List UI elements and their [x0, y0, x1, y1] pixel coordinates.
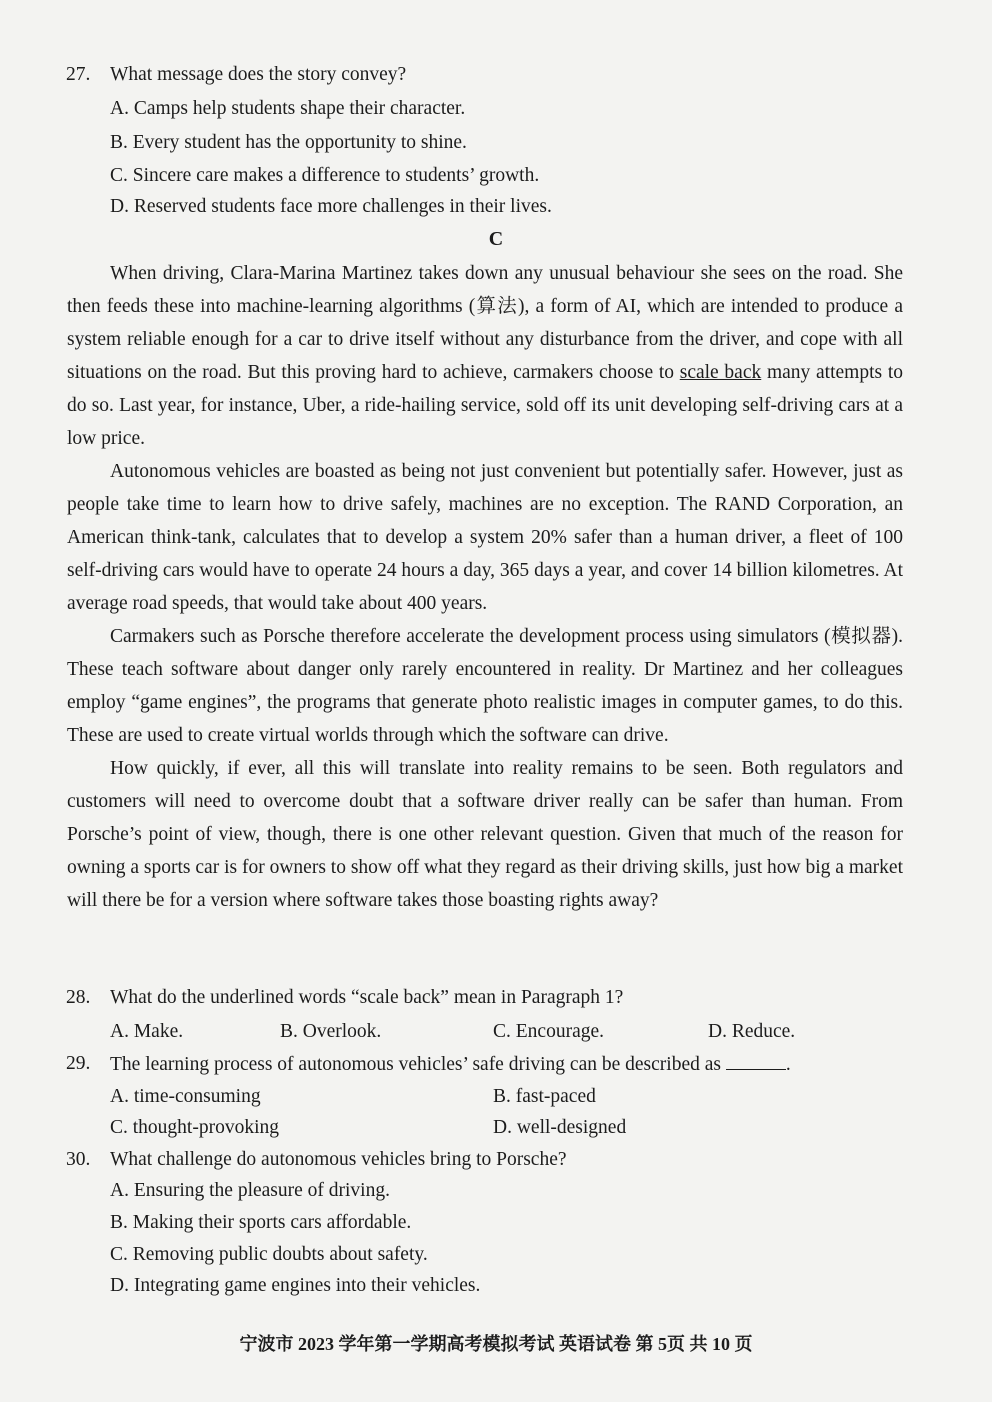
paragraph-1	[67, 257, 903, 455]
question-28	[0, 985, 992, 1011]
paragraph-4: How quickly, if ever, all this will translate into reality remains to be seen. Both regulators and customers will need to overcome doubt that a software driver really can be safer than human. From Porsche’s point of view, though, there is one other relevant question. Given that much of the reason for owning a sports car is for owners to show off what they regard as their driving skills, just how big a market will there be for a version where software takes those boasting rights away?	[67, 758, 903, 911]
question-text: What challenge do autonomous vehicles bring to Porsche?	[110, 1149, 567, 1170]
question-number: 28.	[66, 987, 91, 1008]
paragraph-3: Carmakers such as Porsche therefore accelerate the development process using simulators (模拟器). These teach software about danger only rarely encountered in reality. Dr Martinez and her colleagues employ “game engines”, the programs that generate photo realistic images in computer games, to do this. These are used to create virtual worlds through which the software can drive.	[67, 626, 903, 746]
question-number: 27.	[66, 64, 91, 85]
option-c: C. Sincere care makes a difference to students’ growth.	[110, 165, 540, 186]
question-text	[110, 1051, 791, 1078]
section-heading: C	[488, 228, 504, 250]
option-b: B. Making their sports cars affordable.	[110, 1212, 412, 1233]
option-d: D. well-designed	[493, 1117, 627, 1138]
underlined-phrase: scale back	[679, 362, 762, 383]
option-b: B. Overlook.	[280, 1021, 382, 1042]
reading-passage	[67, 257, 903, 917]
option-a: A. Ensuring the pleasure of driving.	[110, 1180, 390, 1201]
question-29	[0, 1051, 992, 1077]
question-29-stem: The learning process of autonomous vehicles’ safe driving can be described as	[110, 1054, 721, 1075]
option-a: A. time-consuming	[110, 1086, 261, 1107]
paragraph-2: Autonomous vehicles are boasted as being not just convenient but potentially safer. However, just as people take time to learn how to drive safely, machines are no exception. The RAND Corporation, an American think-tank, calculates that to develop a system 20% safer than a human driver, a fleet of 100 self-driving cars would have to operate 24 hours a day, 365 days a year, and cover 14 billion kilometres. At average road speeds, that would take about 400 years.	[67, 461, 903, 614]
question-number: 29.	[66, 1053, 91, 1074]
option-b: B. fast-paced	[493, 1086, 596, 1107]
question-29-period: .	[785, 1054, 791, 1075]
option-c: C. thought-provoking	[110, 1117, 279, 1138]
option-a: A. Camps help students shape their character.	[110, 98, 466, 119]
paragraph-1-text-a: When driving, Clara-Marina Martinez takes down any unusual behaviour she sees on the road. She then feeds these into machine-learning algorithms (算法), a form of AI, which are intended to produce a system reliable enough for a car to drive itself without any disturbance from the driver, and cope with all situations on the road. But this proving hard to achieve, carmakers choose to	[67, 263, 903, 383]
paragraph-1-text-b: many attempts to do so. Last year, for instance, Uber, a ride-hailing service, sold off its unit developing self-driving cars at a low price.	[67, 362, 903, 449]
option-c: C. Removing public doubts about safety.	[110, 1244, 428, 1265]
answer-blank	[726, 1051, 786, 1070]
question-number: 30.	[66, 1149, 91, 1170]
question-text: What do the underlined words “scale back” mean in Paragraph 1?	[110, 987, 624, 1008]
option-c: C. Encourage.	[493, 1021, 605, 1042]
option-b: B. Every student has the opportunity to shine.	[110, 132, 467, 153]
option-a: A. Make.	[110, 1021, 184, 1042]
question-text: What message does the story convey?	[110, 64, 407, 85]
question-27	[0, 62, 992, 88]
page-footer: 宁波市 2023 学年第一学期高考模拟考试 英语试卷 第 5页 共 10 页	[239, 1334, 753, 1354]
question-30	[0, 1147, 992, 1173]
option-d: D. Reserved students face more challenges in their lives.	[110, 196, 552, 217]
option-d: D. Reduce.	[708, 1021, 796, 1042]
option-d: D. Integrating game engines into their vehicles.	[110, 1275, 481, 1296]
